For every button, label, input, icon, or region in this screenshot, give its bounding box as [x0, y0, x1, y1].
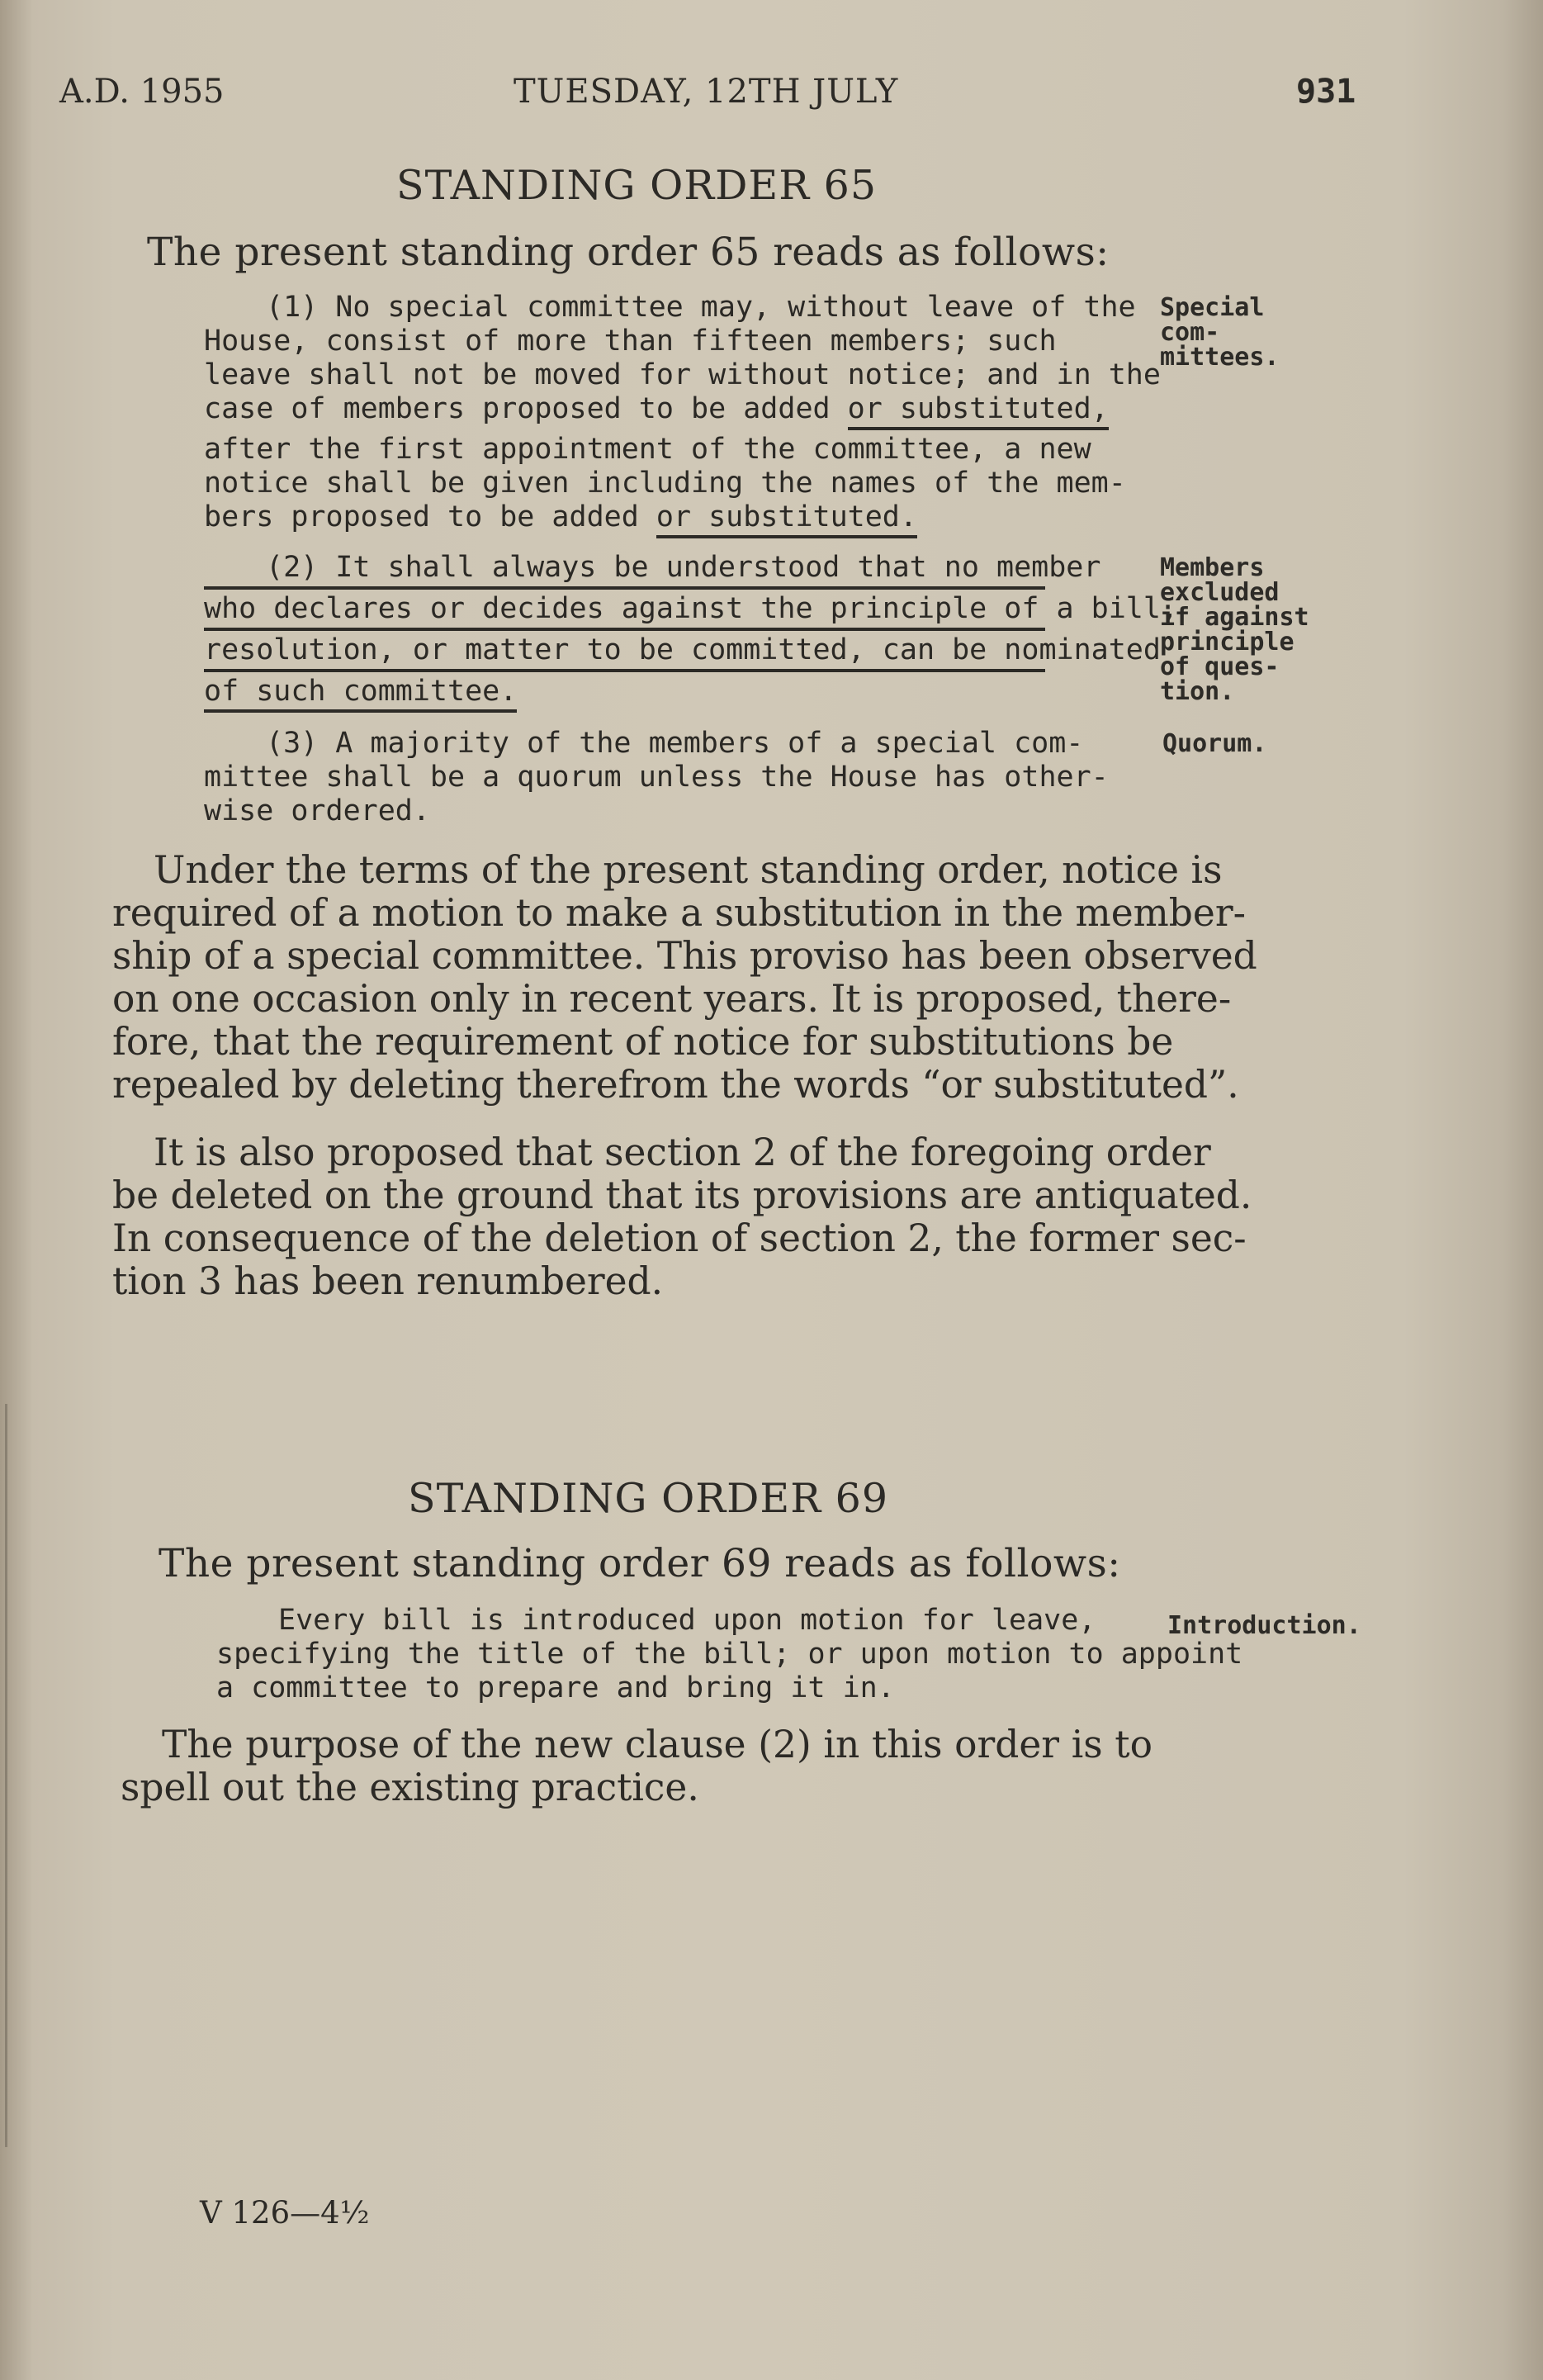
- quote-line: (1) No special committee may, without leave of the: [266, 291, 1136, 324]
- header-year: A.D. 1955: [59, 73, 225, 111]
- body-line: In consequence of the deletion of section 2, the former sec-: [112, 1216, 1247, 1260]
- so65-paragraph-2: [204, 550, 1179, 709]
- body-line: required of a motion to make a substitution in the member-: [112, 891, 1246, 935]
- underlined-text: of such committee.: [204, 675, 517, 713]
- margin-note-quorum: Quorum.: [1162, 729, 1267, 758]
- underlined-text: or substituted.: [656, 500, 917, 538]
- body-line: spell out the existing practice.: [121, 1766, 699, 1809]
- quote-line: (2) It shall always be understood that no member: [204, 550, 1045, 590]
- quote-line: [204, 674, 1045, 709]
- body-line: be deleted on the ground that its provisions are antiquated.: [112, 1173, 1252, 1217]
- section-intro-so69: The present standing order 69 reads as follows:: [159, 1541, 1121, 1586]
- quote-line: wise ordered.: [204, 794, 430, 827]
- body-paragraph-3: [121, 1723, 1153, 1809]
- so69-paragraph: [216, 1604, 1243, 1705]
- body-line: The purpose of the new clause (2) in this order is to: [162, 1723, 1153, 1766]
- quote-line: Every bill is introduced upon motion for leave,: [278, 1604, 1096, 1637]
- quote-line: after the first appointment of the committee, a new: [204, 433, 1091, 466]
- section-intro-so65: The present standing order 65 reads as follows:: [147, 230, 1110, 275]
- quote-line: resolution, or matter to be committed, can be nominated: [204, 633, 1045, 672]
- printer-signature: V 126—4½: [200, 2195, 370, 2231]
- underlined-text: or substituted,: [848, 392, 1109, 430]
- quote-line: mittee shall be a quorum unless the House has other-: [204, 761, 1109, 794]
- section-title-so65: STANDING ORDER 65: [396, 162, 878, 209]
- so65-paragraph-3: [204, 727, 1109, 828]
- body-line: tion 3 has been renumbered.: [112, 1259, 664, 1303]
- body-line: on one occasion only in recent years. It is proposed, there-: [112, 977, 1232, 1021]
- section-title-so69: STANDING ORDER 69: [408, 1475, 889, 1522]
- header-date: TUESDAY, 12TH JULY: [514, 73, 899, 111]
- quote-line: leave shall not be moved for without notice; and in the: [204, 358, 1161, 391]
- body-paragraph-1: [112, 848, 1257, 1107]
- quote-line: (3) A majority of the members of a special com-: [266, 727, 1084, 760]
- quote-line: who declares or decides against the principle of a bill,: [204, 591, 1045, 631]
- margin-note-special-committees: Special com- mittees.: [1160, 293, 1280, 372]
- body-paragraph-2: [112, 1131, 1252, 1303]
- margin-note-members-excluded: Members excluded if against principle of ques- tion.: [1160, 553, 1309, 706]
- quote-line: a committee to prepare and bring it in.: [216, 1671, 895, 1704]
- quote-line: notice shall be given including the names of the mem-: [204, 467, 1126, 500]
- body-line: Under the terms of the present standing order, notice is: [154, 848, 1223, 892]
- so65-paragraph-1: [204, 291, 1161, 534]
- margin-note-introduction: Introduction.: [1167, 1611, 1361, 1640]
- quote-line: House, consist of more than fifteen members; such: [204, 325, 1057, 358]
- body-line: It is also proposed that section 2 of the foregoing order: [154, 1131, 1211, 1174]
- body-line: ship of a special committee. This proviso has been observed: [112, 934, 1257, 978]
- page-edge-shadow: [5, 1404, 7, 2147]
- quote-line: specifying the title of the bill; or upon motion to appoint: [216, 1638, 1243, 1671]
- quote-line: bers proposed to be added or substituted.: [204, 500, 1045, 534]
- page-number: 931: [1296, 73, 1356, 111]
- body-line: fore, that the requirement of notice for substitutions be: [112, 1020, 1174, 1064]
- quote-line: case of members proposed to be added or substituted,: [204, 392, 1045, 426]
- body-line: repealed by deleting therefrom the words “or substituted”.: [112, 1063, 1239, 1107]
